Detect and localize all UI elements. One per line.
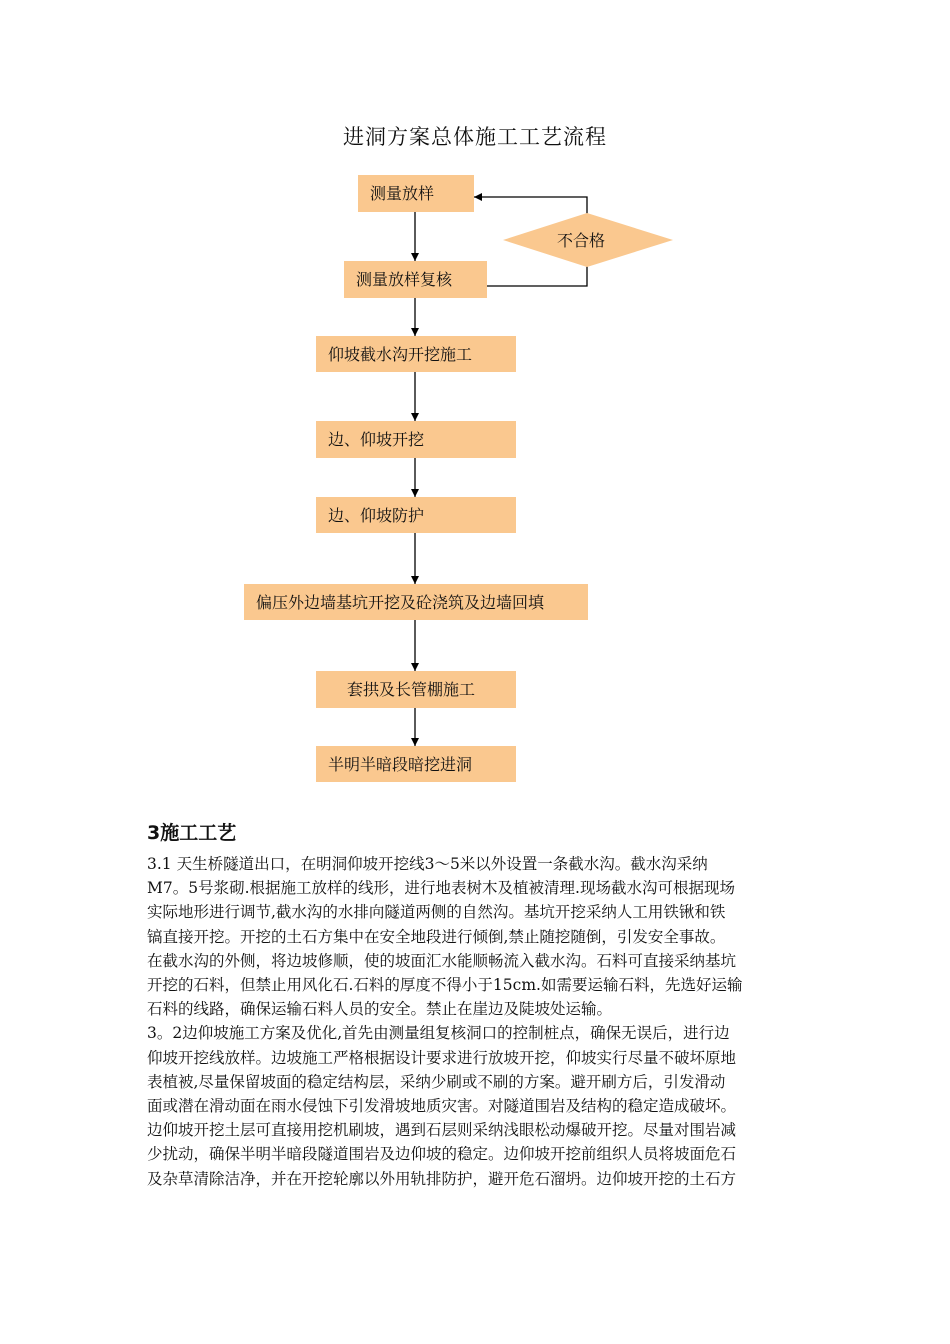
step-label-8: 半明半暗段暗挖进洞 xyxy=(328,755,473,774)
body-line: 镐直接开挖。开挖的土石方集中在安全地段进行倾倒,禁止随挖随倒，引发安全事故。 xyxy=(147,927,726,946)
step-label-6: 偏压外边墙基坑开挖及砼浇筑及边墙回填 xyxy=(256,593,545,612)
section-heading: 3施工工艺 xyxy=(147,822,237,844)
feedback-lower xyxy=(487,260,587,286)
step-label-1: 测量放样 xyxy=(370,184,435,203)
body-line: 少扰动，确保半明半暗段隧道围岩及边仰坡的稳定。边仰坡开挖前组织人员将坡面危石 xyxy=(147,1145,737,1164)
body-line: 边仰坡开挖土层可直接用挖机刷坡，遇到石层则采纳浅眼松动爆破开挖。尽量对围岩减 xyxy=(147,1121,737,1140)
body-line: 3。2边仰坡施工方案及优化,首先由测量组复核洞口的控制桩点，确保无误后，进行边 xyxy=(147,1024,730,1043)
decision-label: 不合格 xyxy=(557,231,606,250)
feedback-upper xyxy=(474,197,587,222)
body-line: 仰坡开挖线放样。边坡施工严格根据设计要求进行放坡开挖，仰坡实行尽量不破坏原地 xyxy=(147,1048,737,1067)
step-label-5: 边、仰坡防护 xyxy=(328,506,425,525)
step-label-4: 边、仰坡开挖 xyxy=(328,430,425,449)
step-label-2: 测量放样复核 xyxy=(356,270,453,289)
step-label-7: 套拱及长管棚施工 xyxy=(347,680,476,699)
body-line: 面或潜在滑动面在雨水侵蚀下引发滑坡地质灾害。对隧道围岩及结构的稳定造成破坏。 xyxy=(147,1097,737,1116)
body-line: 及杂草清除洁净，并在开挖轮廓以外用轨排防护，避开危石溜坍。边仰坡开挖的土石方 xyxy=(147,1169,737,1188)
body-line: 表植被,尽量保留坡面的稳定结构层，采纳少刷或不刷的方案。避开刷方后，引发滑动 xyxy=(147,1072,726,1091)
step-label-3: 仰坡截水沟开挖施工 xyxy=(328,345,473,364)
body-line: 在截水沟的外侧，将边坡修顺，使的坡面汇水能顺畅流入截水沟。石料可直接采纳基坑 xyxy=(147,951,737,970)
body-line: M7。5号浆砌.根据施工放样的线形，进行地表树木及植被清理.现场截水沟可根据现场 xyxy=(147,879,735,898)
flowchart-title: 进洞方案总体施工工艺流程 xyxy=(343,125,607,149)
body-line: 石料的线路，确保运输石料人员的安全。禁止在崖边及陡坡处运输。 xyxy=(147,1000,613,1019)
body-line: 实际地形进行调节,截水沟的水排向隧道两侧的自然沟。基坑开挖采纳人工用铁锹和铁 xyxy=(147,903,726,922)
body-line: 3.1 天生桥隧道出口，在明洞仰坡开挖线3～5米以外设置一条截水沟。截水沟采纳 xyxy=(147,855,708,873)
body-text xyxy=(147,852,809,1191)
body-line: 开挖的石料，但禁止用风化石.石料的厚度不得小于15cm.如需要运输石料，先选好运输 xyxy=(147,976,743,995)
